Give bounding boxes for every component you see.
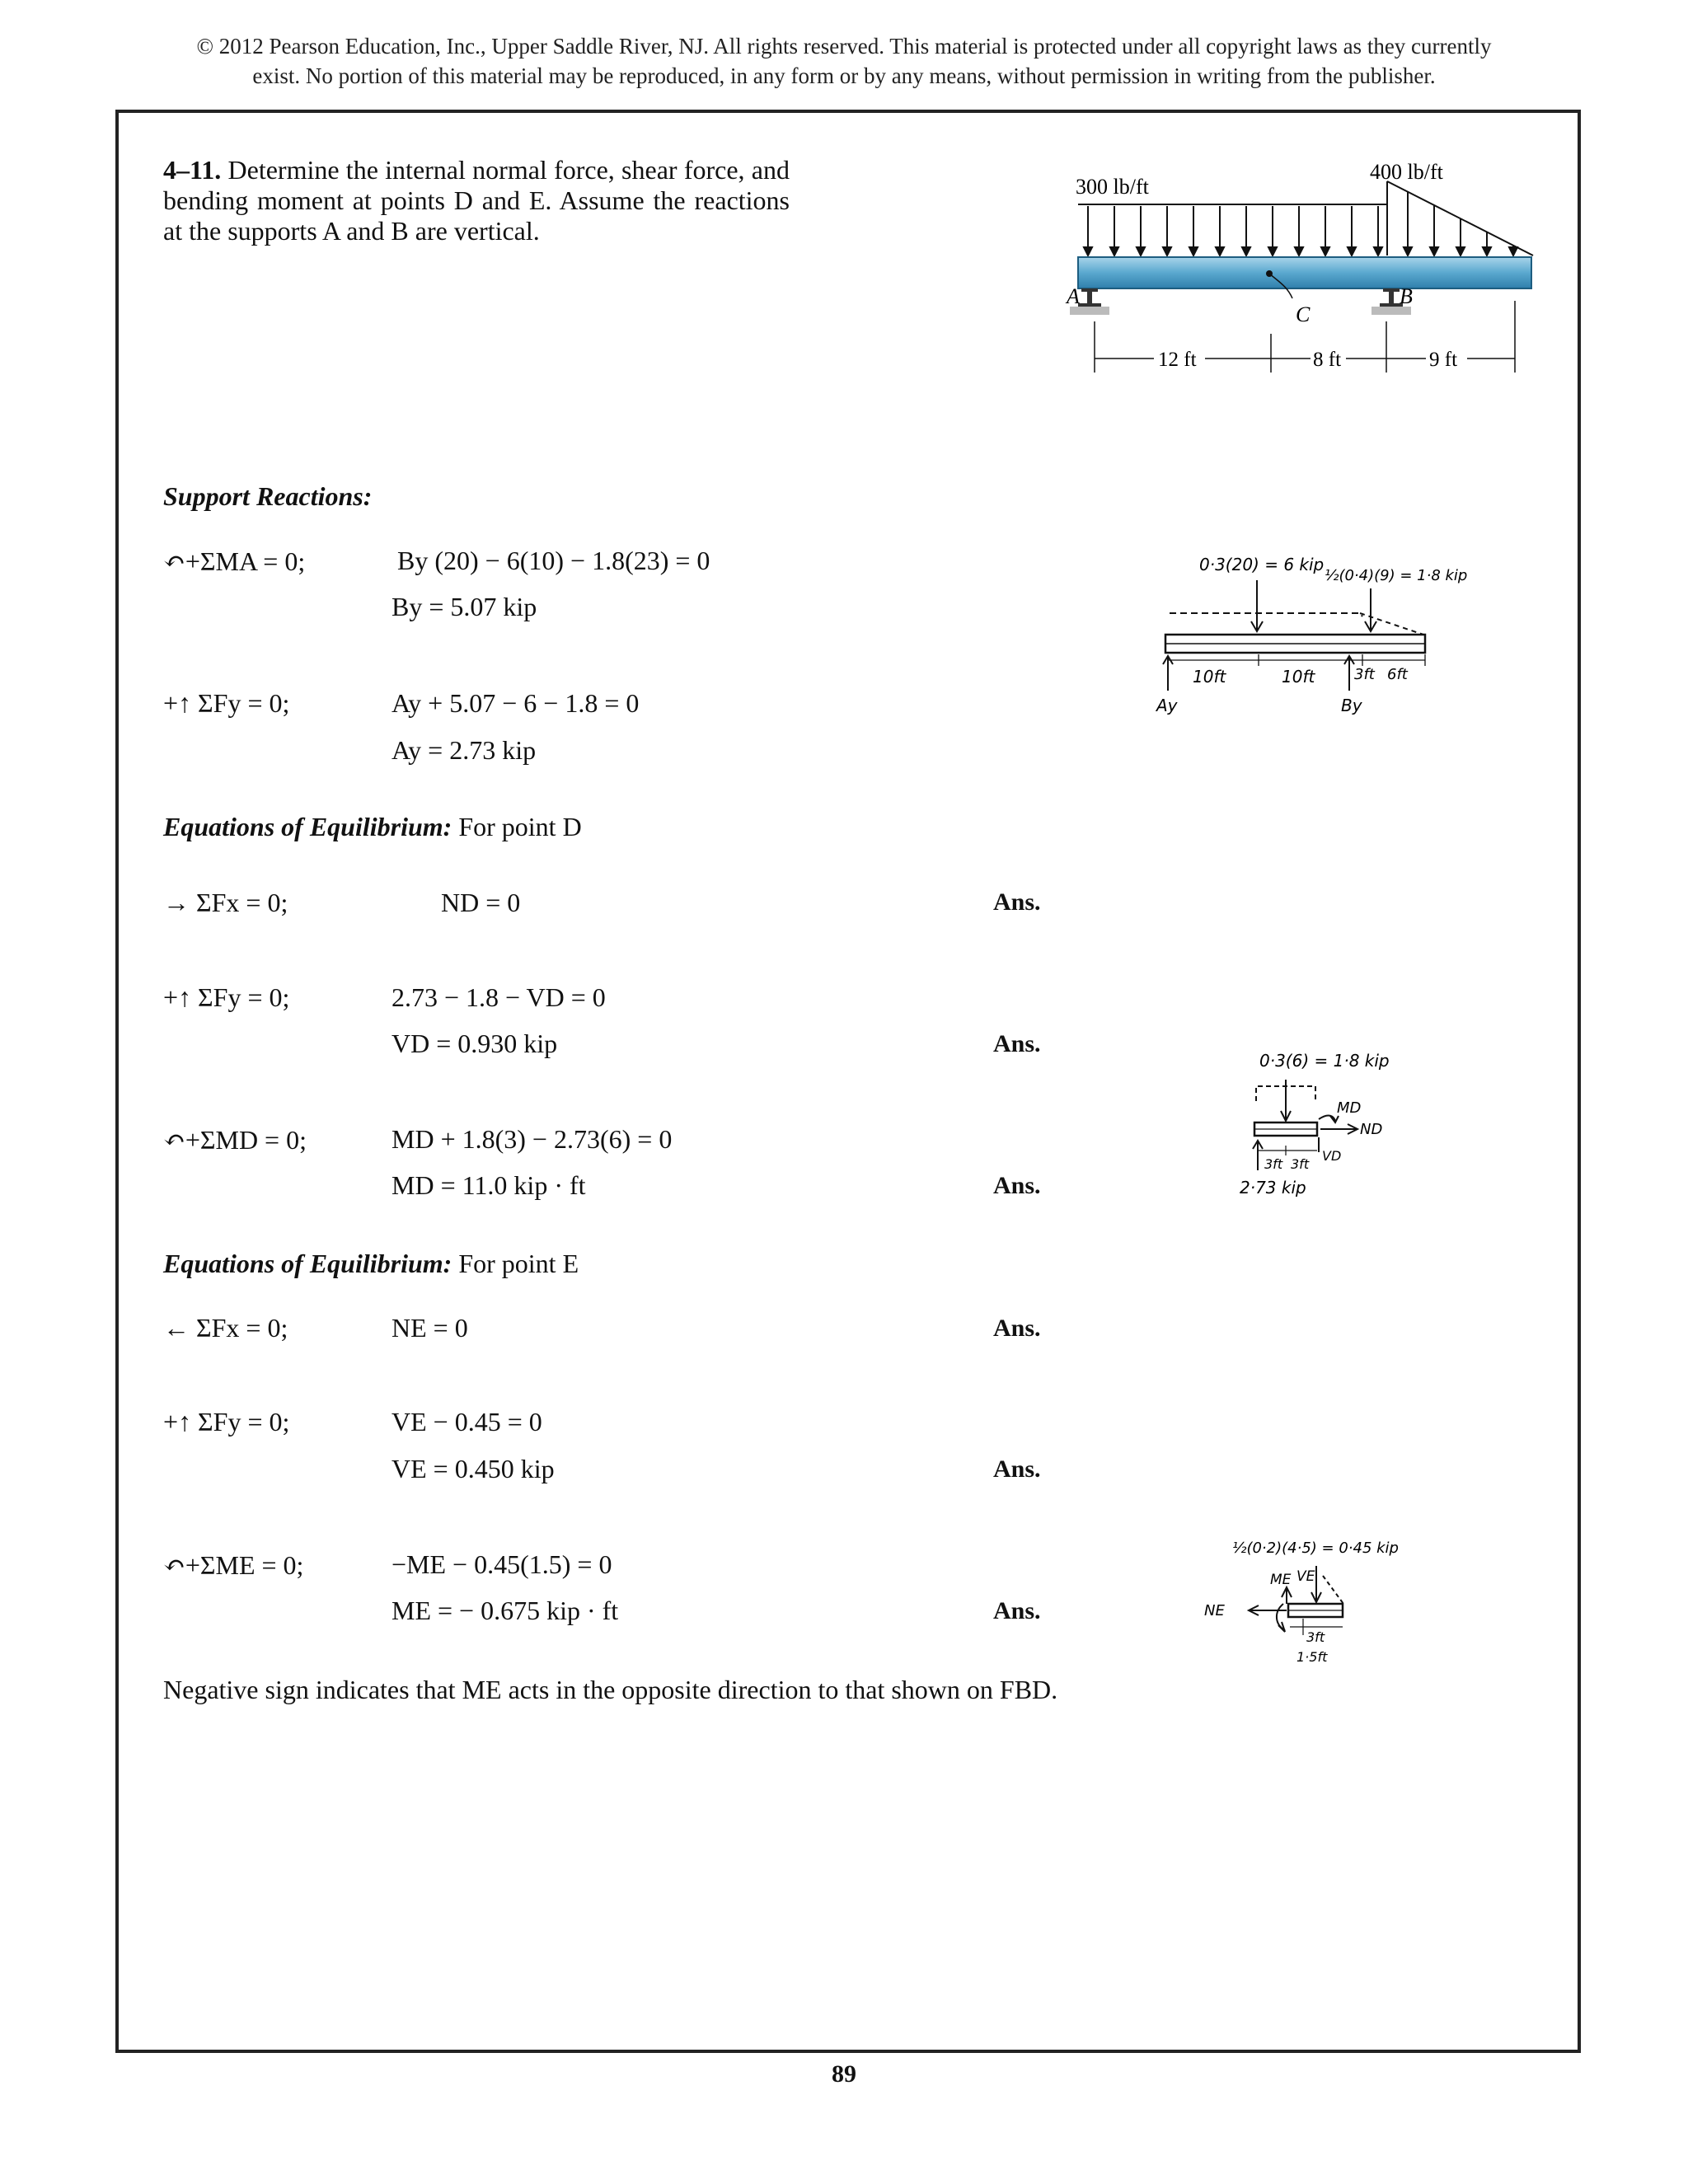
fbd3-dim2: 1·5ft <box>1296 1649 1328 1665</box>
support-reactions-heading <box>163 481 372 512</box>
load-arrow-head <box>1216 247 1224 255</box>
load-arrow-head <box>1483 247 1491 255</box>
dim-12ft: 12 ft <box>1158 349 1197 371</box>
eq-fye-label: +↑ ΣFy = 0; <box>163 1407 290 1436</box>
copyright-line-1: © 2012 Pearson Education, Inc., Upper Saddle River, NJ. All rights reserved. This material is protected under all copyright laws as they currently <box>196 34 1492 59</box>
copyright-line-2: exist. No portion of this material may be reproduced, in any form or by any means, without permission in writing from the publisher. <box>252 63 1436 88</box>
label-a: A <box>1067 284 1080 308</box>
load-arrow-head <box>1456 247 1465 255</box>
fbd2-dim2: 3ft <box>1291 1156 1310 1172</box>
fbd-whole-beam <box>1150 551 1468 740</box>
eq-fyd-label: +↑ ΣFy = 0; <box>163 982 290 1012</box>
load-arrow-head <box>1084 247 1092 255</box>
eq-heading-e: Equations of Equilibrium: <box>163 1249 452 1278</box>
fbd2-vd: VD <box>1322 1148 1342 1164</box>
for-point-d: For point D <box>458 812 582 841</box>
eq-fy1: Ay + 5.07 − 6 − 1.8 = 0 <box>392 688 640 718</box>
result-vd: VD = 0.930 kip <box>392 1029 558 1058</box>
fbd3-ve: VE <box>1296 1568 1315 1585</box>
result-by: By = 5.07 kip <box>392 592 537 621</box>
point-d-heading <box>163 812 582 842</box>
eq-ma: By (20) − 6(10) − 1.8(23) = 0 <box>397 546 710 575</box>
ans-ve: Ans. <box>993 1455 1041 1483</box>
result-md: MD = 11.0 kip · ft <box>392 1170 586 1200</box>
copyright-notice <box>0 31 1688 91</box>
dim-8ft: 8 ft <box>1313 349 1342 371</box>
load-arrow-head <box>1295 247 1303 255</box>
label-b: B <box>1400 284 1413 308</box>
ans-md: Ans. <box>993 1172 1041 1199</box>
fbd1-by: By <box>1341 696 1362 715</box>
eq-md: MD + 1.8(3) − 2.73(6) = 0 <box>392 1124 673 1154</box>
label-c: C <box>1296 302 1311 326</box>
beam-figure <box>1063 157 1541 379</box>
problem-text: Determine the internal normal force, shear force, and bending moment at points D and E. Assume the reactions at the supports A and B are vertical. <box>163 155 790 246</box>
load-arrow-head <box>1348 247 1356 255</box>
eq-fyd: 2.73 − 1.8 − VD = 0 <box>392 982 606 1012</box>
load-arrow-head <box>1404 247 1412 255</box>
fbd3-dim1: 3ft <box>1306 1629 1325 1645</box>
eq-fxe-label: ← ΣFx = 0; <box>163 1313 288 1343</box>
ans-ne: Ans. <box>993 1315 1041 1342</box>
fbd2-dim1: 3ft <box>1264 1156 1283 1172</box>
load-arrow-head <box>1509 247 1517 255</box>
problem-number: 4–11. <box>163 155 222 185</box>
eq-fy1-label: +↑ ΣFy = 0; <box>163 688 290 718</box>
eq-md-label: ↶+ΣMD = 0; <box>163 1125 307 1155</box>
eq-fye: VE − 0.45 = 0 <box>392 1407 542 1436</box>
fbd3-ne: NE <box>1204 1602 1225 1619</box>
page-number: 89 <box>832 2060 856 2088</box>
beam <box>1078 257 1531 288</box>
fbd3-load: ½(0·2)(4·5) = 0·45 kip <box>1232 1540 1399 1557</box>
fbd1-ay: Ay <box>1156 696 1178 715</box>
result-ne: NE = 0 <box>392 1313 468 1343</box>
load-arrow-head <box>1374 247 1382 255</box>
result-nd: ND = 0 <box>441 888 521 917</box>
result-ay: Ay = 2.73 kip <box>392 735 537 765</box>
eq-fxd-label: → ΣFx = 0; <box>163 888 288 917</box>
fbd1-dim1: 10ft <box>1193 667 1226 687</box>
fbd1-dim2: 10ft <box>1282 667 1315 687</box>
sign-note: Negative sign indicates that ME acts in the opposite direction to that shown on FBD. <box>163 1675 1058 1704</box>
point-e-heading <box>163 1249 579 1279</box>
fbd2-nd: ND <box>1360 1121 1383 1138</box>
load-arrow-head <box>1110 247 1118 255</box>
load-arrow-head <box>1268 247 1277 255</box>
fbd1-dim4: 6ft <box>1387 666 1408 683</box>
ans-me: Ans. <box>993 1597 1041 1624</box>
load-arrow-head <box>1242 247 1250 255</box>
load-left-label: 300 lb/ft <box>1076 175 1149 199</box>
fbd2-reaction: 2·73 kip <box>1240 1178 1306 1197</box>
fbd2-load: 0·3(6) = 1·8 kip <box>1259 1051 1390 1071</box>
ans-vd: Ans. <box>993 1030 1041 1057</box>
fbd1-load2: ½(0·4)(9) = 1·8 kip <box>1325 567 1468 584</box>
for-point-e: For point E <box>458 1249 579 1278</box>
load-arrow-head <box>1321 247 1329 255</box>
eq-me-label: ↶+ΣME = 0; <box>163 1550 304 1580</box>
support-reactions-title: Support Reactions: <box>163 481 373 511</box>
load-arrow-head <box>1430 247 1438 255</box>
load-arrow-head <box>1189 247 1198 255</box>
fbd2-md: MD <box>1337 1099 1362 1117</box>
fbd3-me: ME <box>1270 1572 1292 1588</box>
result-ve: VE = 0.450 kip <box>392 1454 555 1483</box>
eq-heading-d: Equations of Equilibrium: <box>163 812 452 841</box>
dim-9ft: 9 ft <box>1429 349 1458 371</box>
problem-statement <box>163 155 790 246</box>
fbd1-load1: 0·3(20) = 6 kip <box>1199 555 1325 574</box>
eq-me: −ME − 0.45(1.5) = 0 <box>392 1549 612 1579</box>
fbd-point-d <box>1236 1047 1426 1212</box>
fbd-point-e <box>1199 1533 1447 1690</box>
ans-nd: Ans. <box>993 888 1041 916</box>
eq-ma-label: ↶+ΣMA = 0; <box>163 546 306 576</box>
load-arrow-head <box>1137 247 1145 255</box>
fbd1-dim3: 3ft <box>1354 666 1375 683</box>
load-right-label: 400 lb/ft <box>1370 160 1443 184</box>
result-me: ME = − 0.675 kip · ft <box>392 1596 619 1625</box>
load-arrow-head <box>1163 247 1171 255</box>
